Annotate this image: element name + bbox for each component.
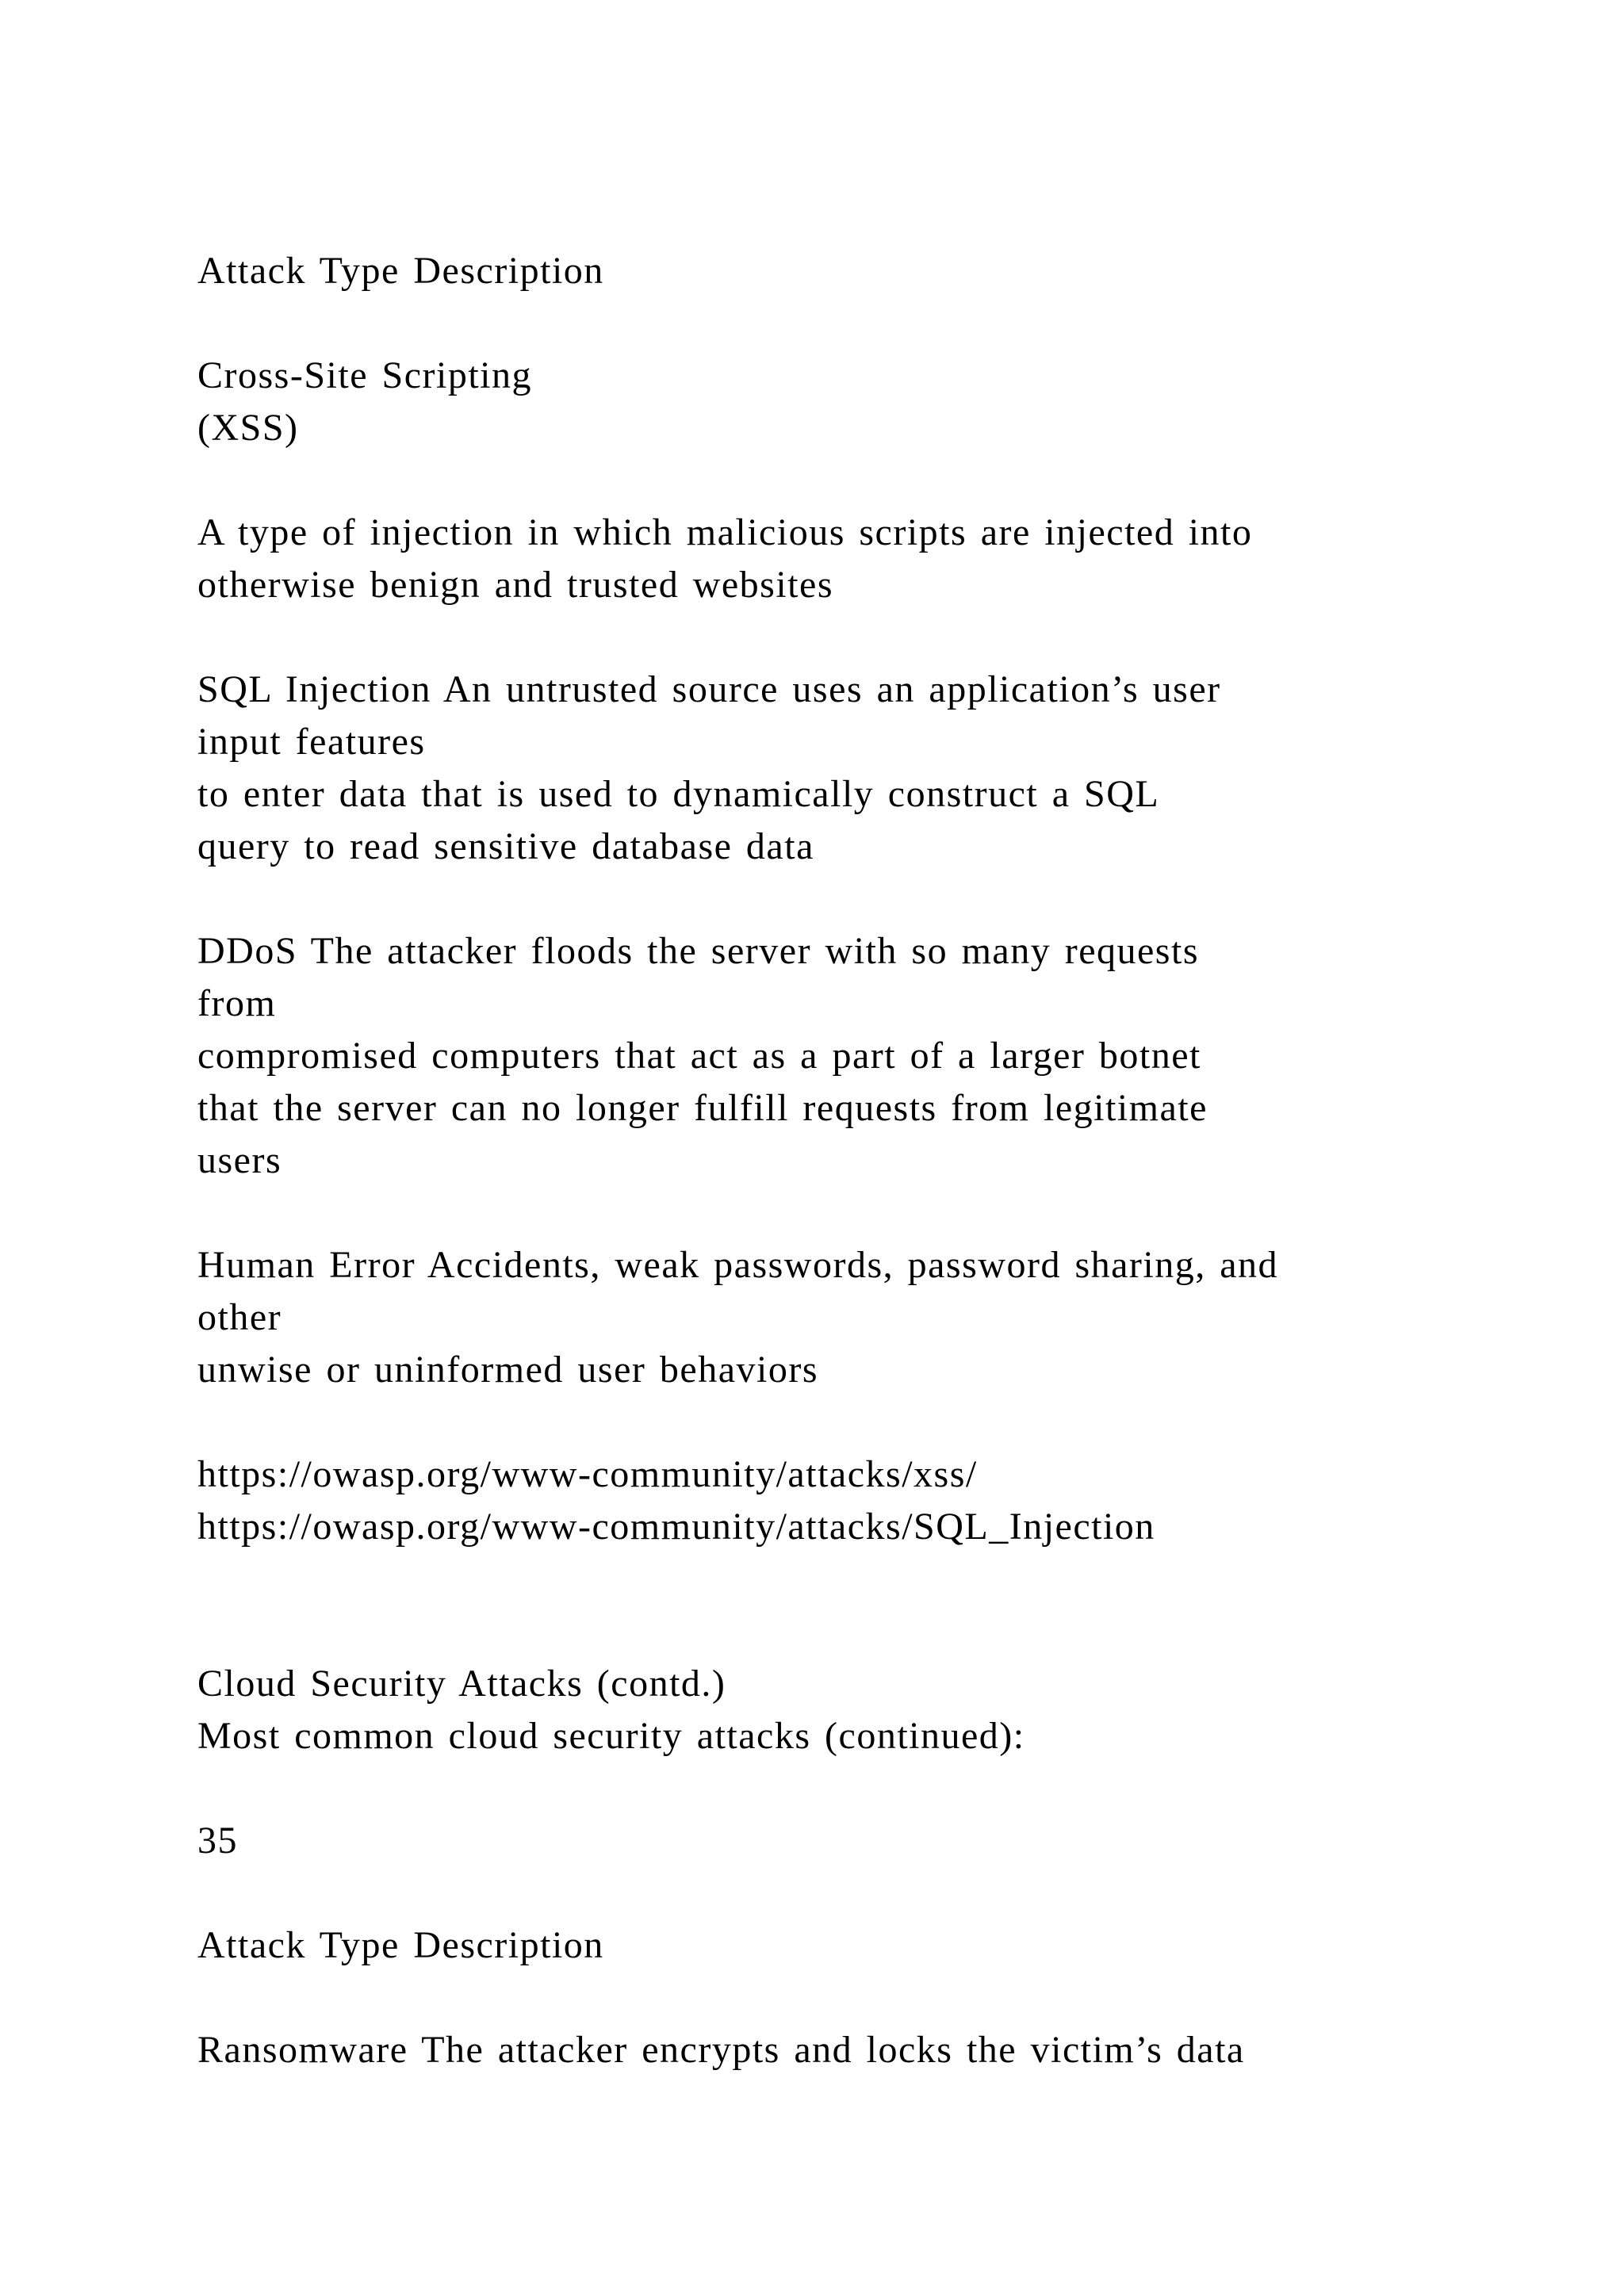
ddos-line: compromised computers that act as a part of a larger botnet (197, 1035, 1201, 1077)
reference-url-xss: https://owasp.org/www-community/attacks/xss/ (197, 1453, 978, 1495)
attack-type-xss-abbr: (XSS) (197, 407, 299, 449)
slide-subtitle: Most common cloud security attacks (continued): (197, 1715, 1025, 1757)
ddos-line: users (197, 1139, 282, 1181)
slide-title: Cloud Security Attacks (contd.) (197, 1663, 726, 1705)
human-error-line: unwise or uninformed user behaviors (197, 1349, 818, 1391)
xss-description-line: otherwise benign and trusted websites (197, 564, 833, 606)
reference-url-sql-injection: https://owasp.org/www-community/attacks/SQL_Injection (197, 1506, 1155, 1548)
table-header: Attack Type Description (197, 250, 604, 292)
ransomware-line: Ransomware The attacker encrypts and locks the victim’s data (197, 2029, 1245, 2071)
page-number: 35 (197, 1820, 238, 1862)
sql-injection-line: to enter data that is used to dynamically construct a SQL (197, 773, 1160, 815)
ddos-line: DDoS The attacker floods the server with so many requests (197, 930, 1199, 972)
sql-injection-line: query to read sensitive database data (197, 825, 814, 867)
ddos-line: from (197, 982, 277, 1024)
attack-type-xss: Cross-Site Scripting (197, 354, 533, 396)
xss-description-line: A type of injection in which malicious scripts are injected into (197, 511, 1253, 553)
ddos-line: that the server can no longer fulfill requests from legitimate (197, 1087, 1208, 1129)
sql-injection-line: SQL Injection An untrusted source uses an application’s user (197, 668, 1221, 710)
sql-injection-line: input features (197, 721, 426, 763)
human-error-line: other (197, 1296, 282, 1338)
table-header: Attack Type Description (197, 1924, 604, 1966)
human-error-line: Human Error Accidents, weak passwords, password sharing, and (197, 1244, 1279, 1286)
